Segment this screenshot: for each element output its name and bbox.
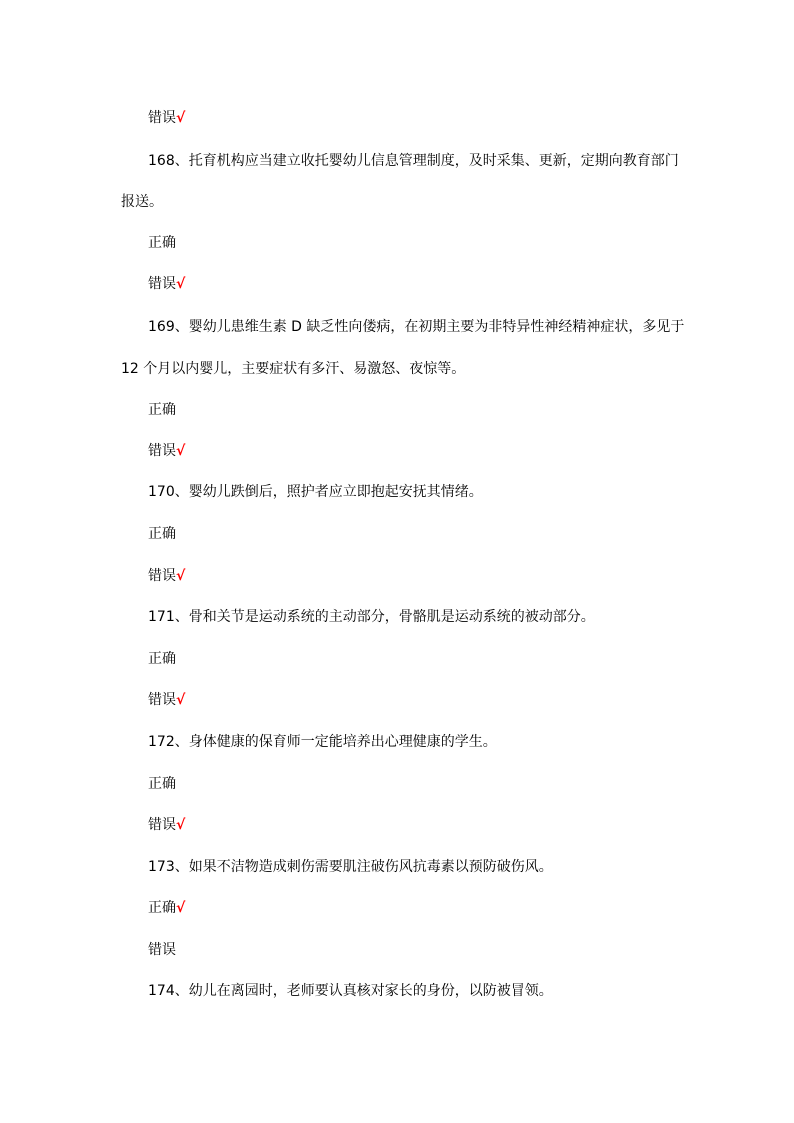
option-label: 错误 xyxy=(148,817,176,833)
option-label: 正确 xyxy=(148,900,176,916)
option-label: 错误 xyxy=(148,110,176,126)
answer-option xyxy=(148,774,176,794)
answer-option xyxy=(148,690,185,710)
answer-option xyxy=(148,524,176,544)
answer-option xyxy=(148,815,185,835)
answer-option xyxy=(148,898,185,918)
option-label: 正确 xyxy=(148,402,176,418)
answer-option xyxy=(148,940,176,960)
question-text: 172、身体健康的保育师一定能培养出心理健康的学生。 xyxy=(148,734,497,750)
option-label: 错误 xyxy=(148,568,176,584)
question-text-continuation: 报送。 xyxy=(121,194,163,210)
answer-option xyxy=(148,566,185,586)
option-label: 错误 xyxy=(148,443,176,459)
answer-option xyxy=(148,274,185,294)
answer-option xyxy=(148,441,185,461)
question-text: 169、婴幼儿患维生素 D 缺乏性向偻病，在初期主要为非特异性神经精神症状，多见于 xyxy=(148,319,685,335)
answer-option xyxy=(148,108,185,128)
option-label: 正确 xyxy=(148,776,176,792)
option-label: 正确 xyxy=(148,235,176,251)
question-text-continuation: 12 个月以内婴儿，主要症状有多汗、易激怒、夜惊等。 xyxy=(121,361,466,377)
option-label: 正确 xyxy=(148,526,176,542)
check-mark-icon: √ xyxy=(176,110,186,126)
answer-option xyxy=(148,233,176,253)
question-text: 171、骨和关节是运动系统的主动部分，骨骼肌是运动系统的被动部分。 xyxy=(148,609,595,625)
question-text: 170、婴幼儿跌倒后，照护者应立即抱起安抚其情绪。 xyxy=(148,484,483,500)
check-mark-icon: √ xyxy=(176,692,186,708)
option-label: 正确 xyxy=(148,651,176,667)
answer-option xyxy=(148,400,176,420)
question-text: 168、托育机构应当建立收托婴幼儿信息管理制度，及时采集、更新，定期向教育部门 xyxy=(148,153,679,169)
check-mark-icon: √ xyxy=(176,443,186,459)
option-label: 错误 xyxy=(148,692,176,708)
check-mark-icon: √ xyxy=(176,817,186,833)
question-text: 174、幼儿在离园时，老师要认真核对家长的身份，以防被冒领。 xyxy=(148,983,553,999)
option-label: 错误 xyxy=(148,942,176,958)
check-mark-icon: √ xyxy=(176,568,186,584)
option-label: 错误 xyxy=(148,276,176,292)
check-mark-icon: √ xyxy=(176,276,186,292)
check-mark-icon: √ xyxy=(176,900,186,916)
question-text: 173、如果不洁物造成刺伤需要肌注破伤风抗毒素以预防破伤风。 xyxy=(148,859,553,875)
answer-option xyxy=(148,649,176,669)
